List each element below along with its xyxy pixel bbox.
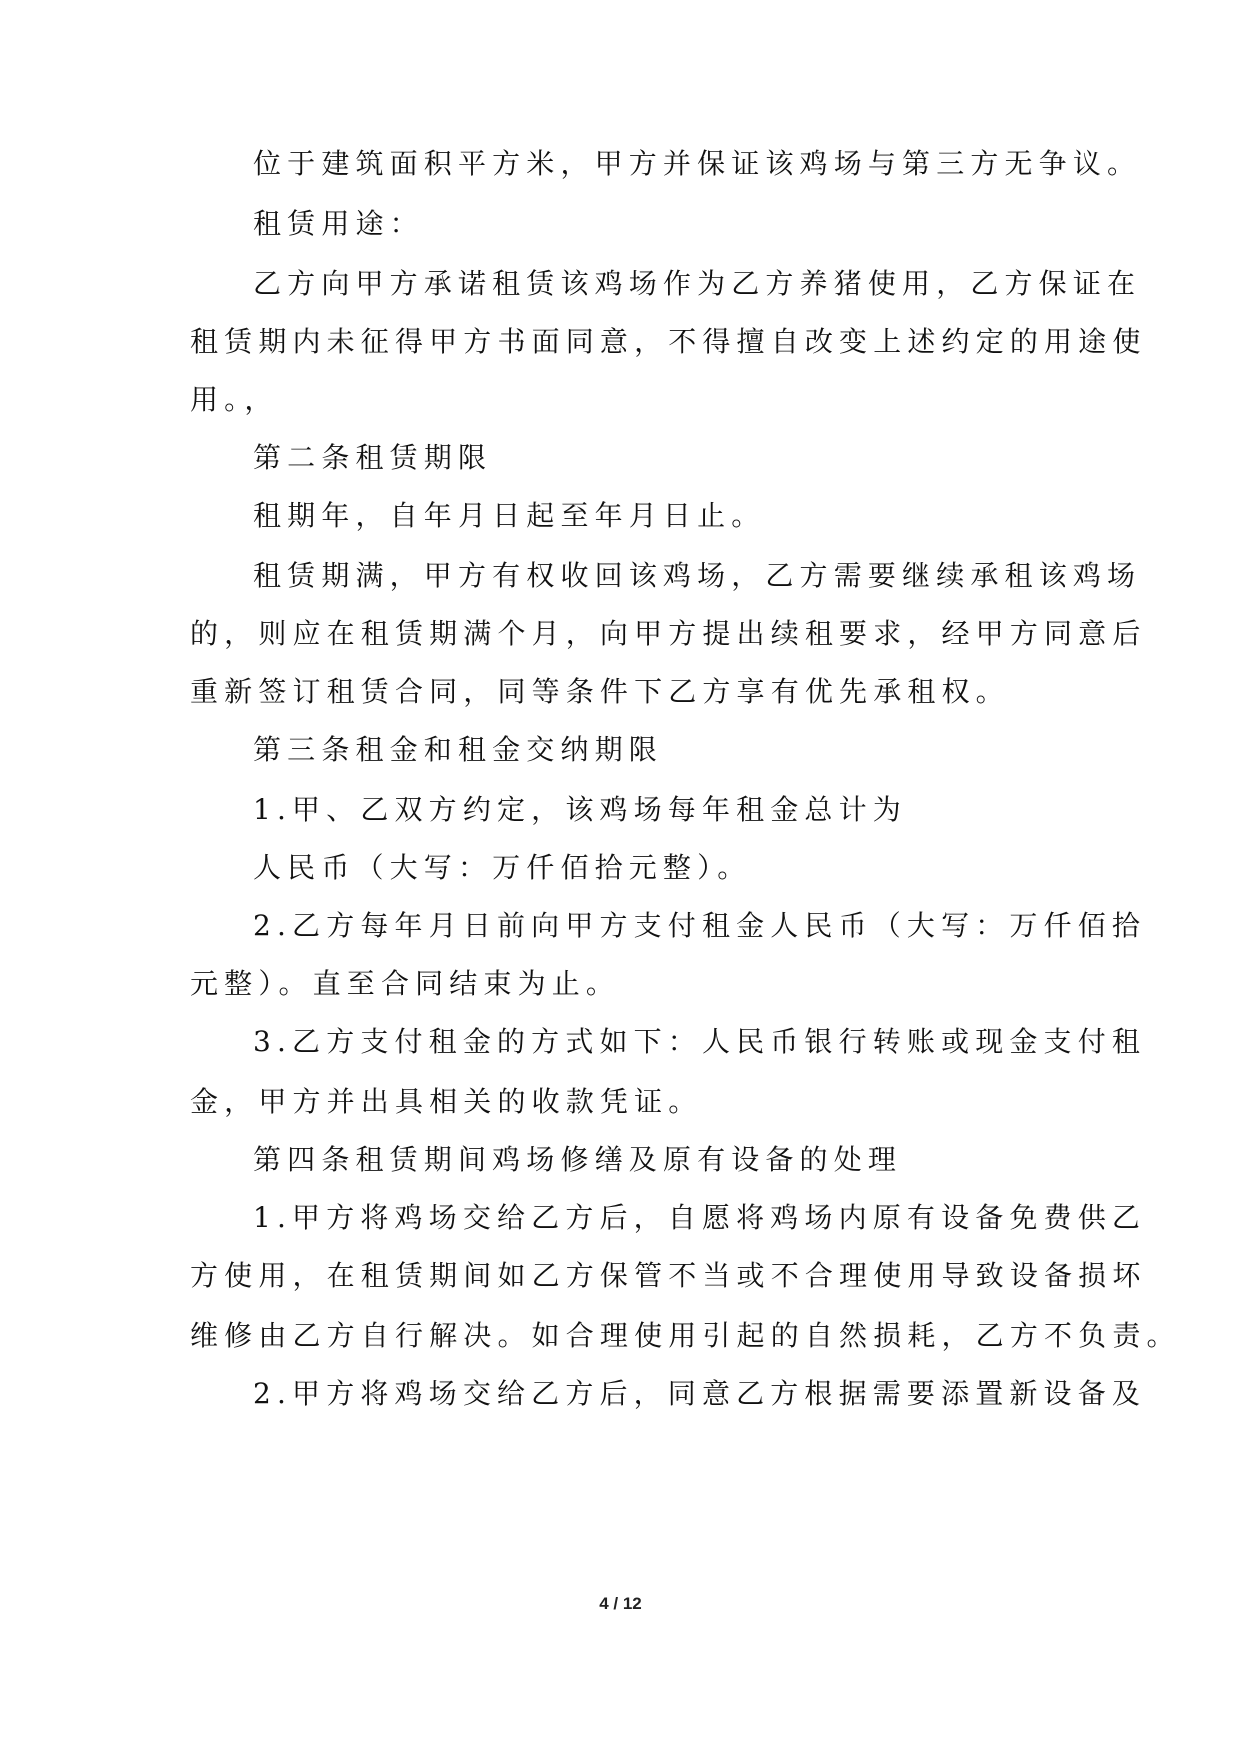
paragraph-line: 人民币（大写：万仟佰拾元整）。: [253, 851, 752, 884]
paragraph-line: 3.乙方支付租金的方式如下：人民币银行转账或现金支付租: [253, 1025, 1147, 1058]
paragraph-line: 租赁期内未征得甲方书面同意，不得擅自改变上述约定的用途使: [190, 325, 1147, 358]
paragraph-line: 重新签订租赁合同，同等条件下乙方享有优先承租权。: [190, 675, 1010, 708]
paragraph-line: 用。，: [190, 383, 279, 416]
paragraph-line: 金，甲方并出具相关的收款凭证。: [190, 1085, 703, 1118]
paragraph-line: 租赁期满，甲方有权收回该鸡场，乙方需要继续承租该鸡场: [253, 559, 1142, 592]
paragraph-line: 的，则应在租赁期满个月，向甲方提出续租要求，经甲方同意后: [190, 617, 1147, 650]
paragraph-line: 维修由乙方自行解决。如合理使用引起的自然损耗，乙方不负责。: [190, 1319, 1181, 1352]
page-number: 4 / 12: [599, 1594, 642, 1613]
section-heading: 第三条租金和租金交纳期限: [253, 733, 663, 766]
paragraph-line: 租赁用途：: [253, 207, 424, 240]
paragraph-line: 1.甲、乙双方约定，该鸡场每年租金总计为: [253, 793, 907, 826]
paragraph-line: 方使用，在租赁期间如乙方保管不当或不合理使用导致设备损坏: [190, 1259, 1147, 1292]
paragraph-line: 2.甲方将鸡场交给乙方后，同意乙方根据需要添置新设备及: [253, 1377, 1147, 1410]
paragraph-line: 乙方向甲方承诺租赁该鸡场作为乙方养猪使用，乙方保证在: [253, 267, 1142, 300]
paragraph-line: 租期年，自年月日起至年月日止。: [253, 499, 766, 532]
paragraph-line: 位于建筑面积平方米，甲方并保证该鸡场与第三方无争议。: [253, 147, 1142, 180]
section-heading: 第二条租赁期限: [253, 441, 493, 474]
paragraph-line: 元整）。直至合同结束为止。: [190, 967, 621, 1000]
paragraph-line: 2.乙方每年月日前向甲方支付租金人民币（大写：万仟佰拾: [253, 909, 1147, 942]
paragraph-line: 1.甲方将鸡场交给乙方后，自愿将鸡场内原有设备免费供乙: [253, 1201, 1147, 1234]
section-heading: 第四条租赁期间鸡场修缮及原有设备的处理: [253, 1143, 903, 1176]
